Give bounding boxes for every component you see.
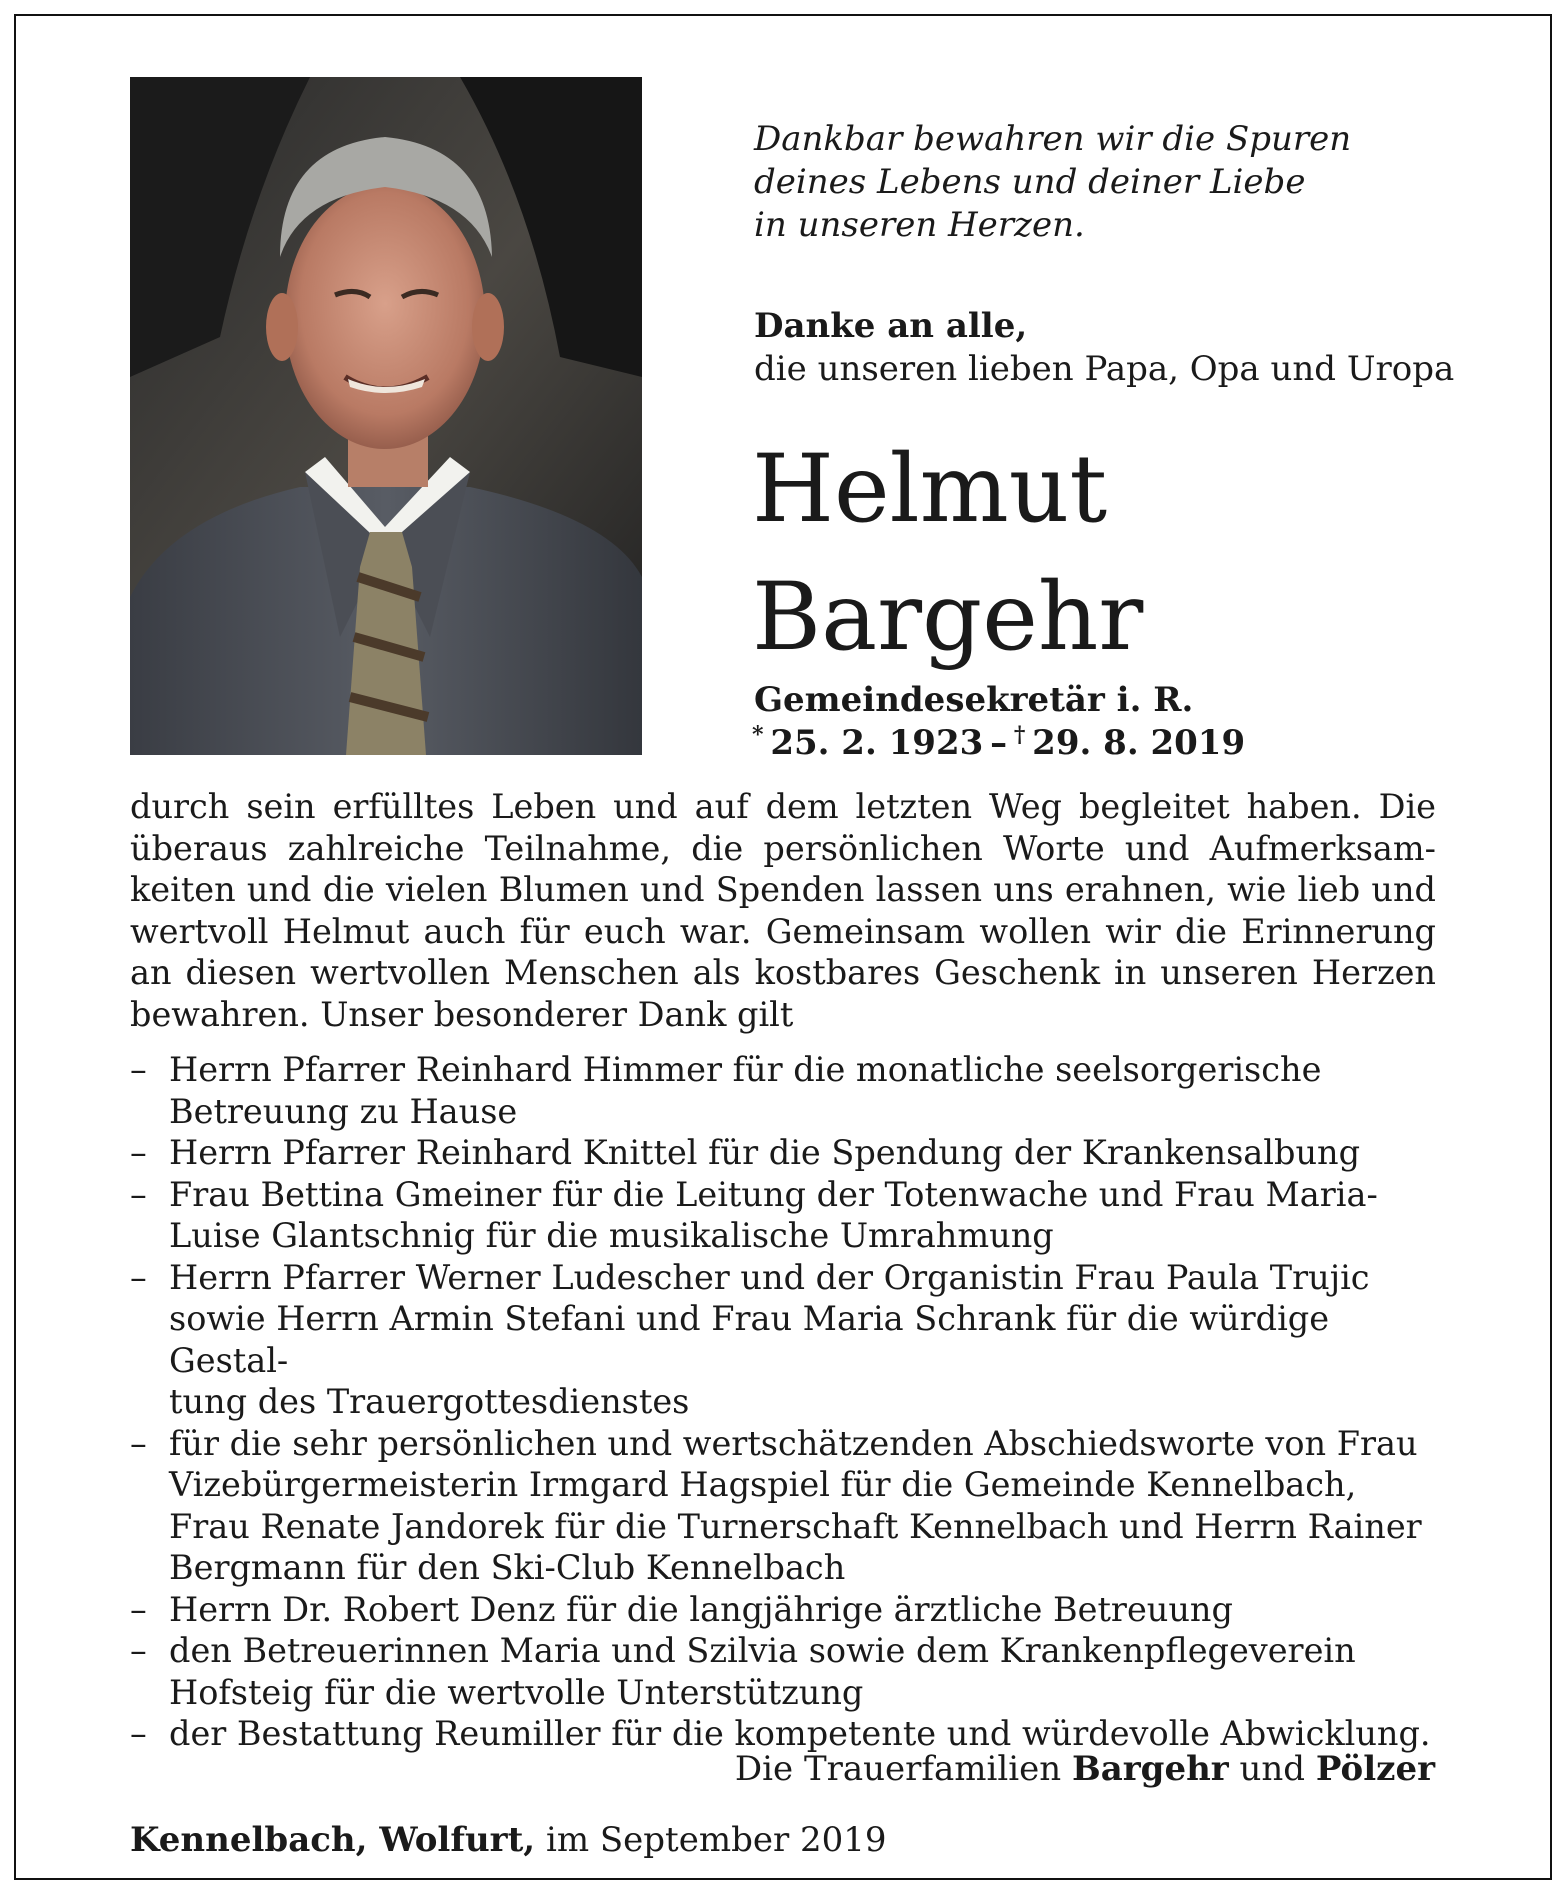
list-item-line: Luise Glantschnig für die musikalische Umrahmung	[169, 1216, 1054, 1255]
thanks-heading: Danke an alle,	[754, 306, 1028, 346]
thanks-intro-line: die unseren lieben Papa, Opa und Uropa	[754, 349, 1455, 389]
list-item-line: Vizebürgermeisterin Irmgard Hagspiel für die Gemeinde Kennelbach,	[169, 1465, 1357, 1504]
thanks-list	[130, 1049, 1436, 1755]
list-item-line: Bergmann für den Ski-Club Kennelbach	[169, 1548, 846, 1587]
family-name-2: Pölzer	[1315, 1749, 1435, 1789]
place-and-date	[130, 1820, 887, 1860]
list-item	[130, 1589, 1436, 1631]
list-dash: –	[130, 1589, 147, 1629]
list-item-line: Hofsteig für die wertvolle Unterstützung	[169, 1672, 864, 1712]
thanks-body-text	[130, 786, 1436, 1035]
body-line: keiten und die vielen Blumen und Spenden lassen uns erahnen, wie lieb und	[130, 870, 1436, 909]
list-dash: –	[130, 1133, 147, 1172]
list-item-line: Herrn Pfarrer Reinhard Himmer für die monatliche seelsorgerische	[169, 1050, 1322, 1089]
list-item-line: Frau Bettina Gmeiner für die Leitung der Totenwache und Frau Maria-	[169, 1174, 1378, 1214]
list-dash: –	[130, 1257, 147, 1297]
deceased-first-name: Helmut	[752, 435, 1108, 544]
list-item-line: der Bestattung Reumiller für die kompetente und würdevolle Abwicklung.	[169, 1714, 1431, 1753]
body-line: an diesen wertvollen Menschen als kostbares Geschenk in unseren Herzen	[130, 953, 1436, 992]
death-date: 29. 8. 2019	[1032, 723, 1246, 763]
body-line: überaus zahlreiche Teilnahme, die persönlichen Worte und Aufmerksam-	[130, 828, 1436, 868]
list-item-line: Herrn Pfarrer Werner Ludescher und der Organistin Frau Paula Trujic	[169, 1257, 1370, 1297]
family-name-1: Bargehr	[1071, 1749, 1229, 1789]
signature-prefix: Die Trauerfamilien	[734, 1749, 1062, 1789]
list-item	[130, 1257, 1436, 1423]
date-separator: –	[990, 723, 1008, 763]
deceased-last-name: Bargehr	[752, 563, 1144, 672]
list-dash: –	[130, 1174, 147, 1214]
motto-verse	[754, 118, 1514, 247]
list-item-line: tung des Trauergottesdienstes	[169, 1382, 690, 1421]
list-item-line: Herrn Dr. Robert Denz für die langjährige ärztliche Betreuung	[169, 1589, 1233, 1629]
list-item-line: Betreuung zu Hause	[169, 1091, 518, 1131]
place-towns: Kennelbach, Wolfurt,	[130, 1820, 536, 1860]
list-item-line: sowie Herrn Armin Stefani und Frau Maria Schrank für die würdige Gestal-	[169, 1299, 1330, 1380]
list-dash: –	[130, 1423, 147, 1463]
list-item-line: den Betreuerinnen Maria und Szilvia sowie dem Krankenpflegeverein	[169, 1631, 1356, 1670]
list-item	[130, 1423, 1436, 1589]
list-item	[130, 1049, 1436, 1132]
list-item	[130, 1630, 1436, 1713]
body-line: bewahren. Unser besonderer Dank gilt	[130, 994, 794, 1034]
life-dates	[752, 722, 1245, 763]
list-item	[130, 1174, 1436, 1257]
motto-line: deines Lebens und deiner Liebe	[754, 162, 1306, 202]
place-date: im September 2019	[545, 1820, 887, 1860]
list-item	[130, 1132, 1436, 1174]
list-item-line: für die sehr persönlichen und wertschätzenden Abschiedsworte von Frau	[169, 1423, 1418, 1463]
body-line: wertvoll Helmut auch für euch war. Gemeinsam wollen wir die Erinnerung	[130, 911, 1436, 951]
signature-and: und	[1239, 1749, 1306, 1789]
death-symbol: †	[1013, 722, 1026, 748]
birth-date: 25. 2. 1923	[770, 723, 984, 763]
signature	[735, 1749, 1435, 1789]
list-item-line: Frau Renate Jandorek für die Turnerschaft Kennelbach und Herrn Rainer	[169, 1506, 1422, 1546]
list-dash: –	[130, 1714, 147, 1753]
birth-symbol: *	[752, 722, 764, 748]
list-dash: –	[130, 1631, 147, 1670]
body-line: durch sein erfülltes Leben und auf dem letzten Weg begleitet haben. Die	[130, 787, 1436, 826]
list-item-line: Herrn Pfarrer Reinhard Knittel für die Spendung der Krankensalbung	[169, 1133, 1361, 1172]
motto-line: Dankbar bewahren wir die Spuren	[754, 119, 1352, 159]
list-dash: –	[130, 1050, 147, 1089]
portrait-photo	[130, 77, 642, 755]
deceased-occupation: Gemeindesekretär i. R.	[754, 680, 1194, 720]
motto-line: in unseren Herzen.	[754, 205, 1085, 245]
